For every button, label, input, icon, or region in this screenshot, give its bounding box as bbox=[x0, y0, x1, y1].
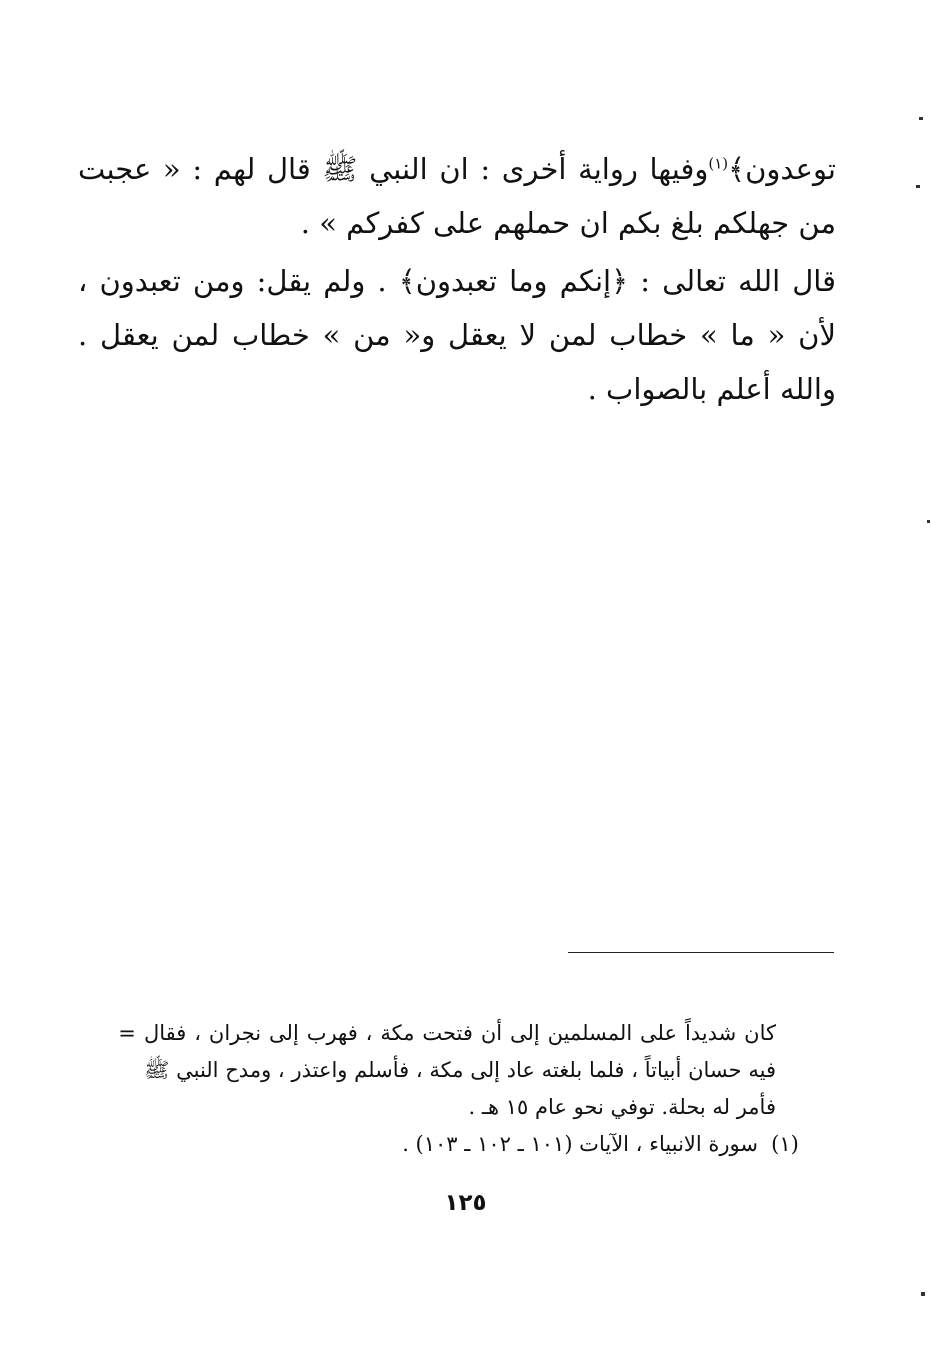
footnote-1-number: (١) bbox=[771, 1132, 799, 1156]
page-number: ١٢٥ bbox=[444, 1190, 487, 1216]
footnote-continuation bbox=[110, 1015, 812, 1126]
scan-speck bbox=[927, 520, 930, 523]
scan-speck bbox=[916, 185, 920, 188]
footnotes bbox=[110, 1015, 812, 1163]
footnote-1-text: سورة الانبياء ، الآيات (١٠١ ـ ١٠٢ ـ ١٠٣) . bbox=[402, 1132, 758, 1156]
continuation-marker: = bbox=[118, 1021, 136, 1045]
main-text bbox=[78, 142, 836, 416]
paragraph-1-text: وفيها رواية أخرى : ان النبي ﷺ قال لهم : « عجبت من جهلكم بلغ بكم ان حملهم على كفركم » . bbox=[78, 152, 836, 240]
paragraph-1 bbox=[78, 142, 836, 250]
footnote-continuation-text: كان شديداً على المسلمين إلى أن فتحت مكة ، فهرب إلى نجران ، فقال فيه حسان أبياتاً ، فلما بلغته عاد إلى مكة ، فأسلم واعتذر ، ومدح النبي ﷺ فأمر له بحلة. توفي نحو عام ١٥ هـ . bbox=[144, 1021, 776, 1119]
footnote-1 bbox=[110, 1126, 812, 1163]
paragraph-2: قال الله تعالى : ﴿إنكم وما تعبدون﴾ . ولم يقل: ومن تعبدون ، لأن « ما » خطاب لمن لا يعقل و« من » خطاب لمن يعقل . والله أعلم بالصواب . bbox=[78, 264, 836, 406]
footnote-ref-1[interactable]: (١) bbox=[708, 154, 729, 173]
footnote-separator bbox=[568, 952, 834, 953]
scan-speck bbox=[921, 1292, 925, 1296]
paragraph-1-opening: توعدون﴾ bbox=[728, 152, 836, 186]
scan-speck bbox=[919, 117, 923, 120]
